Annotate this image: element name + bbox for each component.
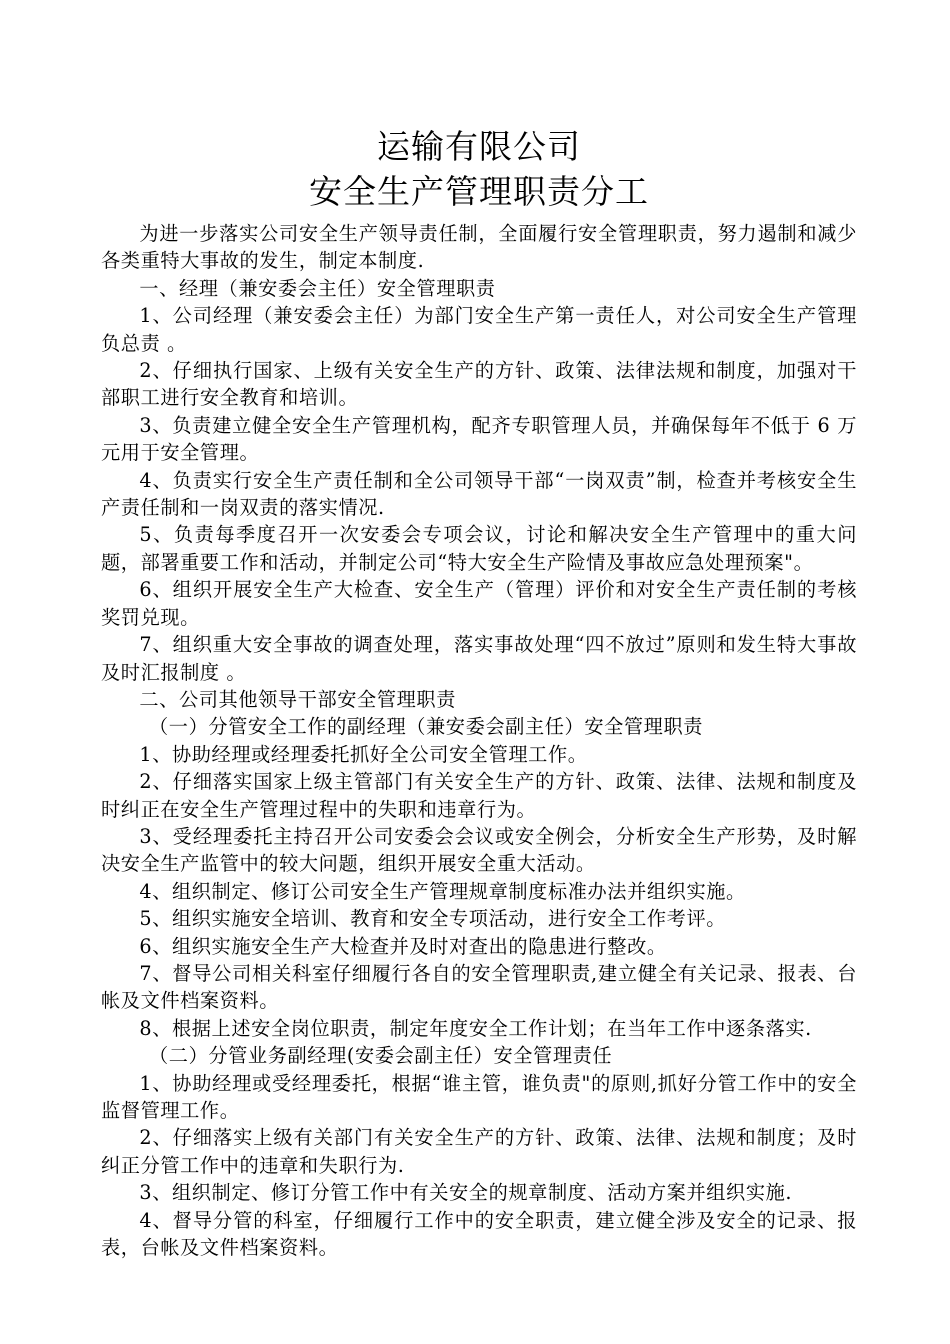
subsection-heading: （一）分管安全工作的副经理（兼安委会副主任）安全管理职责	[149, 715, 704, 739]
paragraph: 6、组织开展安全生产大检查、安全生产（管理）评价和对安全生产责任制的考核奖罚兑现。	[101, 578, 857, 629]
document-title-main: 安全生产管理职责分工	[309, 172, 649, 211]
paragraph: 5、负责每季度召开一次安委会专项会议，讨论和解决安全生产管理中的重大问题，部署重要工作和活动，并制定公司“特大安全生产险情及事故应急处理预案"。	[101, 523, 857, 574]
document-title-company: 运输有限公司	[377, 127, 581, 166]
paragraph: 6、组织实施安全生产大检查并及时对查出的隐患进行整改。	[139, 934, 667, 958]
paragraph: 7、督导公司相关科室仔细履行各自的安全管理职责,建立健全有关记录、报表、台帐及文件档案资料。	[101, 961, 857, 1013]
document-page	[101, 118, 857, 1261]
document-body	[101, 220, 857, 1261]
paragraph: 7、组织重大安全事故的调查处理，落实事故处理“四不放过”原则和发生特大事故及时汇报制度 。	[101, 633, 857, 684]
paragraph: 4、督导分管的科室，仔细履行工作中的安全职责，建立健全涉及安全的记录、报表，台帐及文件档案资料。	[101, 1208, 857, 1260]
paragraph: 为进一步落实公司安全生产领导责任制，全面履行安全管理职责，努力遏制和减少各类重特大事故的发生，制定本制度.	[101, 222, 857, 273]
paragraph: 1、协助经理或受经理委托，根据“谁主管，谁负责"的原则,抓好分管工作中的安全监督管理工作。	[101, 1071, 857, 1122]
paragraph: 8、根据上述安全岗位职责，制定年度安全工作计划；在当年工作中逐条落实.	[139, 1016, 812, 1040]
paragraph: 2、仔细落实国家上级主管部门有关安全生产的方针、政策、法律、法规和制度及时纠正在安全生产管理过程中的失职和违章行为。	[101, 770, 857, 821]
paragraph: 1、公司经理（兼安委会主任）为部门安全生产第一责任人，对公司安全生产管理负总责 。	[101, 304, 857, 355]
paragraph: 3、负责建立健全安全生产管理机构，配齐专职管理人员，并确保每年不低于 6 万元用于安全管理。	[101, 413, 857, 465]
paragraph: 5、组织实施安全培训、教育和安全专项活动，进行安全工作考评。	[139, 907, 727, 931]
subsection-heading: （二）分管业务副经理(安委会副主任）安全管理责任	[149, 1044, 613, 1068]
paragraph: 1、协助经理或经理委托抓好全公司安全管理工作。	[139, 742, 588, 766]
paragraph: 4、组织制定、修订公司安全生产管理规章制度标准办法并组织实施。	[139, 879, 746, 903]
section-heading: 一、经理（兼安委会主任）安全管理职责	[139, 276, 496, 300]
paragraph: 4、负责实行安全生产责任制和全公司领导干部“一岗双责”制，检查并考核安全生产责任制和一岗双责的落实情况.	[101, 468, 857, 520]
paragraph: 2、仔细落实上级有关部门有关安全生产的方针、政策、法律、法规和制度；及时纠正分管工作中的违章和失职行为.	[101, 1126, 857, 1177]
paragraph: 3、受经理委托主持召开公司安委会会议或安全例会，分析安全生产形势，及时解决安全生产监管中的较大问题，组织开展安全重大活动。	[101, 824, 857, 876]
paragraph: 3、组织制定、修订分管工作中有关安全的规章制度、活动方案并组织实施.	[139, 1181, 793, 1205]
section-heading: 二、公司其他领导干部安全管理职责	[139, 687, 456, 711]
paragraph: 2、仔细执行国家、上级有关安全生产的方针、政策、法律法规和制度，加强对干部职工进行安全教育和培训。	[101, 359, 857, 410]
